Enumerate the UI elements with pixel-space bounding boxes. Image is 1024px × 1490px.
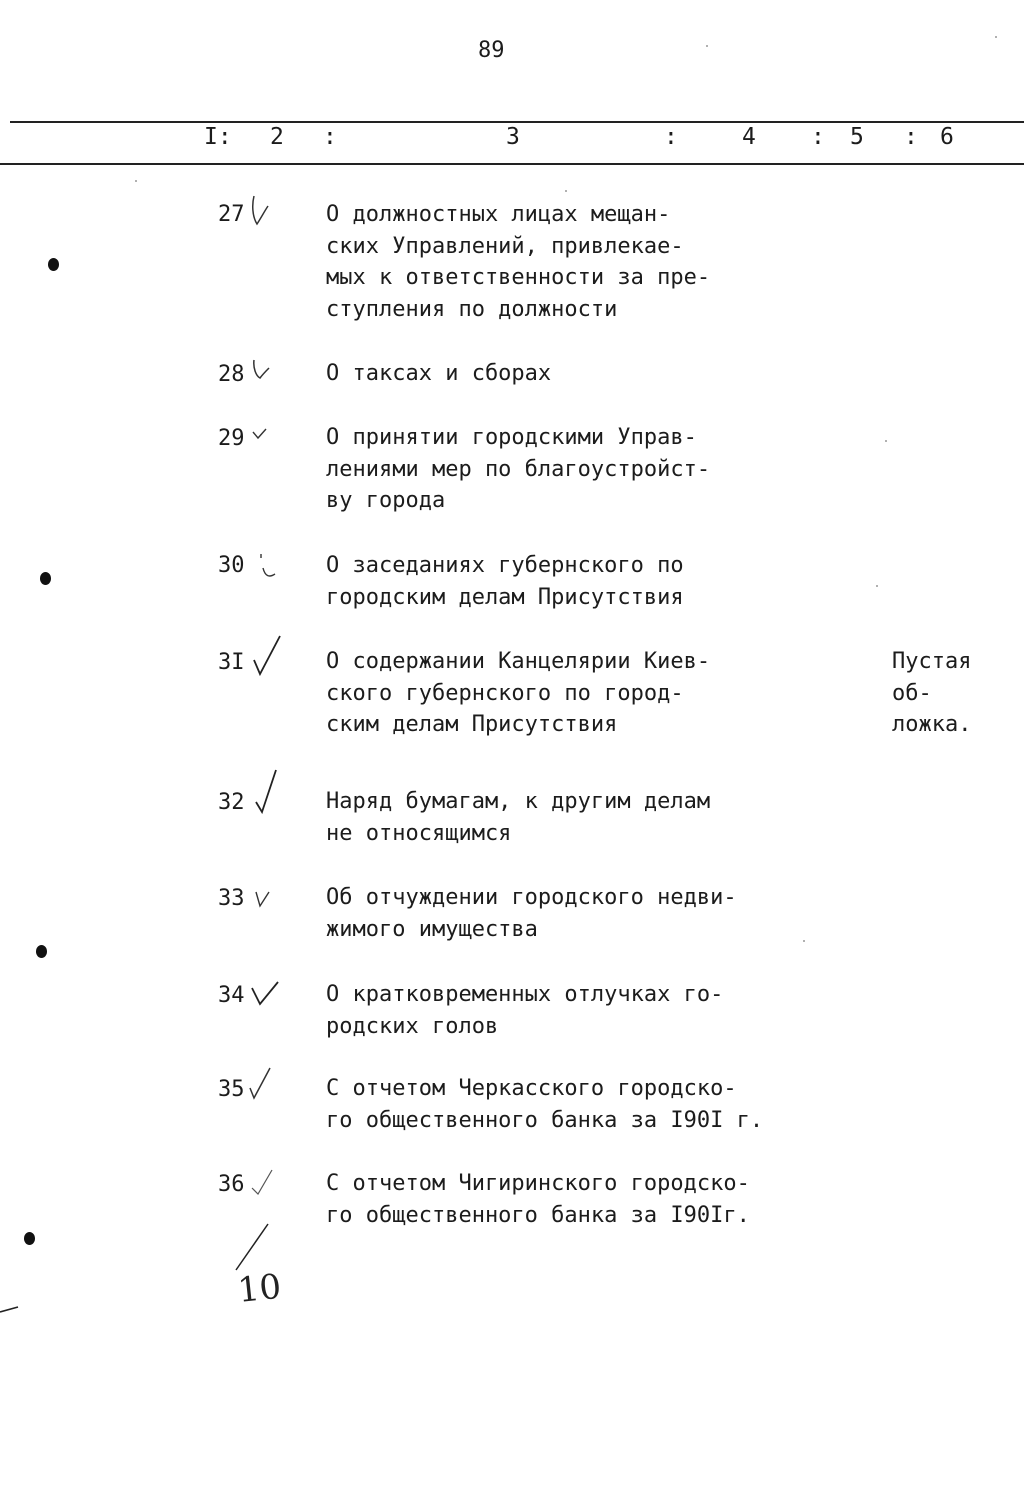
column-header-3: 3	[506, 124, 520, 150]
page-number: 89	[478, 38, 505, 63]
check-mark-icon	[252, 886, 274, 912]
speck	[706, 45, 708, 47]
column-header-4: 4	[742, 124, 756, 150]
entry-title: О таксах и сборах	[326, 361, 552, 386]
check-mark-icon	[255, 548, 279, 584]
entry-number: 3I	[218, 650, 245, 675]
check-mark-icon	[246, 1064, 276, 1110]
check-mark-icon	[250, 426, 270, 444]
handwritten-total	[228, 1220, 288, 1310]
header-rule-top	[10, 121, 1024, 123]
check-mark-icon	[249, 190, 271, 230]
entry-title: О должностных лицах мещан- ских Управлений, привлекае- мых к ответственности за пре- ступления по должности	[326, 202, 711, 322]
entry-title: Наряд бумагам, к другим делам не относящимся	[326, 789, 711, 846]
entry-number: 27	[218, 202, 245, 227]
speck	[803, 940, 805, 942]
entry-title: Об отчуждении городского недви- жимого имущества	[326, 885, 737, 942]
speck	[876, 585, 878, 587]
entry-number: 28	[218, 362, 245, 387]
check-mark-icon	[252, 766, 282, 816]
binding-hole-dot	[40, 572, 51, 585]
entry-number: 35	[218, 1077, 245, 1102]
speck	[565, 190, 567, 192]
binding-hole-dot	[48, 258, 59, 271]
entry-number: 33	[218, 886, 245, 911]
column-separator: :	[904, 124, 918, 150]
handwritten-total-text: 10	[235, 1266, 284, 1311]
column-header-1: I:	[204, 124, 232, 150]
column-header-6: 6	[940, 124, 954, 150]
check-mark-icon	[250, 356, 272, 386]
entry-title: О содержании Канцелярии Киев- ского губернского по город- ским делам Присутствия	[326, 649, 711, 737]
column-header-2: 2	[270, 124, 284, 150]
entry-number: 34	[218, 983, 245, 1008]
column-header-5: 5	[850, 124, 864, 150]
entry-title: О заседаниях губернского по городским делам Присутствия	[326, 553, 684, 610]
header-rule-bottom	[0, 163, 1024, 165]
entry-number: 36	[218, 1172, 245, 1197]
check-mark-icon	[248, 1166, 278, 1200]
margin-tick-mark	[0, 1304, 22, 1316]
entry-title: С отчетом Чигиринского городско- го общественного банка за I90Iг.	[326, 1171, 750, 1228]
entry-title: О принятии городскими Управ- лениями мер по благоустройст- ву города	[326, 425, 711, 513]
speck	[885, 440, 887, 442]
check-mark-icon	[250, 632, 284, 680]
binding-hole-dot	[24, 1232, 35, 1245]
column-separator: :	[664, 124, 678, 150]
entry-note: Пустая об- ложка.	[892, 649, 972, 737]
check-mark-icon	[248, 976, 282, 1008]
binding-hole-dot	[36, 945, 47, 958]
speck	[135, 180, 137, 182]
column-separator: :	[811, 124, 825, 150]
column-separator: :	[323, 124, 337, 150]
speck	[995, 36, 997, 38]
entry-number: 32	[218, 790, 245, 815]
entry-title: О кратковременных отлучках го- родских голов	[326, 982, 724, 1039]
entry-number: 30	[218, 553, 245, 578]
entry-title: С отчетом Черкасского городско- го общественного банка за I90I г.	[326, 1076, 764, 1133]
entry-number: 29	[218, 426, 245, 451]
